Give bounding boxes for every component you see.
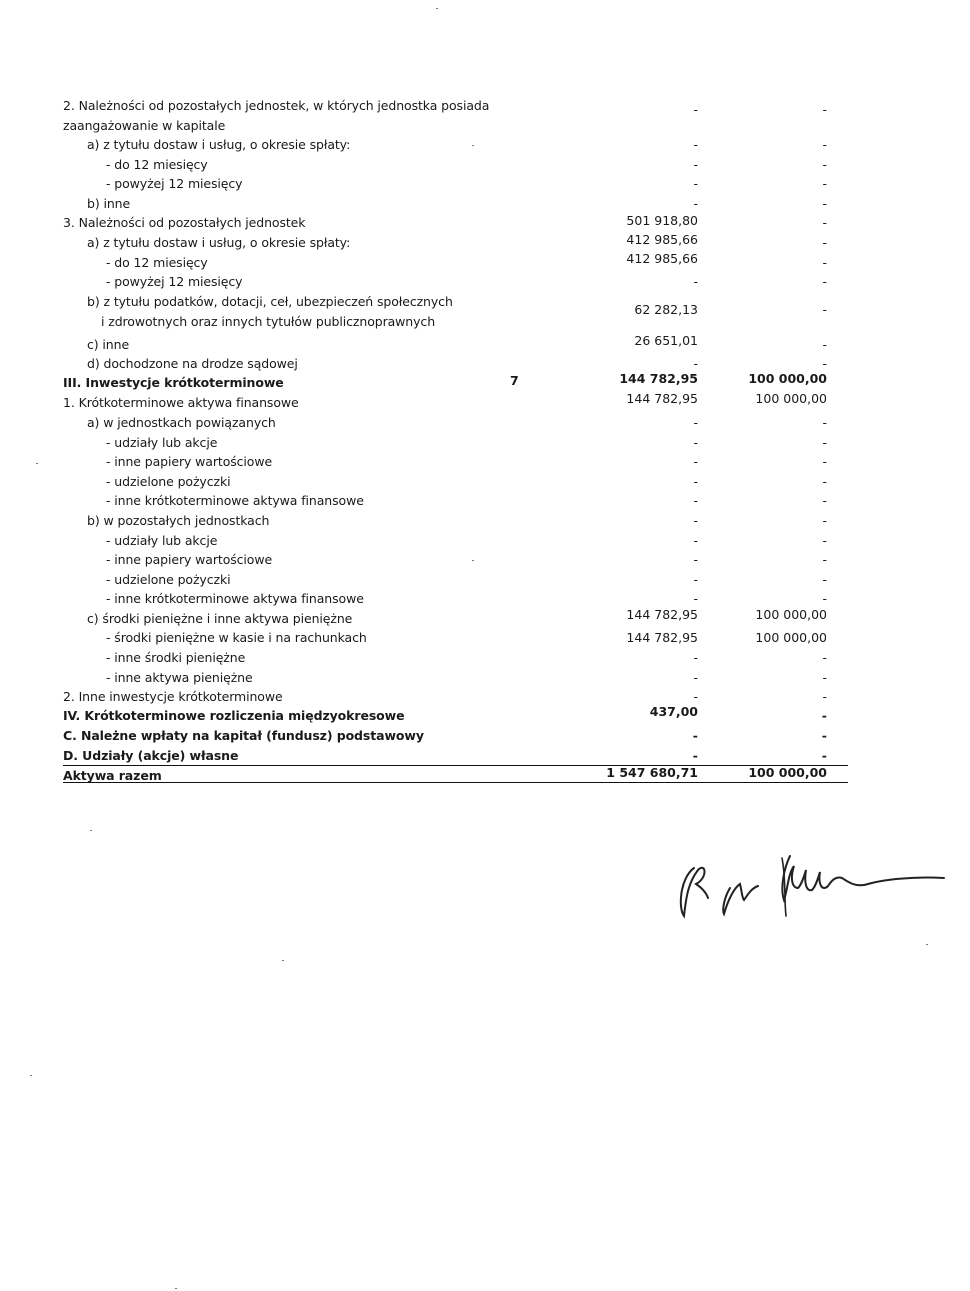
table-row (0, 251, 970, 275)
scan-speck (472, 145, 474, 146)
value-current-year: - (693, 552, 698, 567)
table-row (0, 728, 970, 748)
row-label: - powyżej 12 miesięcy (106, 176, 243, 191)
table-row (0, 607, 970, 631)
value-previous-year: - (822, 552, 827, 567)
table-row (0, 333, 970, 357)
scan-speck (30, 1075, 32, 1076)
table-row (0, 493, 970, 513)
table-row (0, 513, 970, 533)
value-current-year: 437,00 (649, 704, 698, 719)
value-current-year: 144 782,95 (626, 630, 698, 645)
value-current-year: 412 985,66 (626, 251, 698, 266)
value-current-year: 412 985,66 (626, 232, 698, 247)
row-label: - środki pieniężne w kasie i na rachunkach (106, 630, 367, 645)
value-current-year: 144 782,95 (619, 371, 698, 386)
row-label: 2. Należności od pozostałych jednostek, w których jednostka posiada (63, 98, 490, 113)
table-row (0, 274, 970, 294)
table-row (0, 232, 970, 255)
value-previous-year: 100 000,00 (755, 391, 827, 406)
value-current-year: - (693, 493, 698, 508)
table-row (0, 630, 970, 650)
row-label: - udziały lub akcje (106, 533, 218, 548)
value-current-year: - (693, 102, 698, 117)
value-current-year: 26 651,01 (634, 333, 698, 348)
value-current-year: - (693, 474, 698, 489)
value-previous-year: - (822, 650, 827, 665)
row-label: a) z tytułu dostaw i usług, o okresie spłaty: (87, 235, 351, 250)
value-current-year: - (693, 533, 698, 548)
table-row (0, 650, 970, 670)
value-current-year: - (693, 415, 698, 430)
row-label: - inne środki pieniężne (106, 650, 246, 665)
value-current-year: - (693, 513, 698, 528)
value-previous-year: - (822, 474, 827, 489)
value-previous-year: - (822, 415, 827, 430)
value-current-year: - (693, 689, 698, 704)
row-label: a) w jednostkach powiązanych (87, 415, 276, 430)
table-row (0, 391, 970, 415)
value-previous-year: - (822, 255, 827, 270)
row-label: c) środki pieniężne i inne aktywa pieniężne (87, 611, 353, 626)
scan-speck (472, 560, 474, 561)
table-row (0, 670, 970, 690)
row-label: - inne papiery wartościowe (106, 454, 273, 469)
value-current-year: 501 918,80 (626, 213, 698, 228)
scan-speck (175, 1288, 177, 1289)
value-previous-year: - (822, 454, 827, 469)
row-label: III. Inwestycje krótkoterminowe (63, 375, 284, 390)
value-previous-year: - (821, 728, 827, 743)
table-row (0, 314, 970, 334)
row-label: zaangażowanie w kapitale (63, 118, 226, 133)
row-label: 2. Inne inwestycje krótkoterminowe (63, 689, 283, 704)
value-current-year: - (693, 176, 698, 191)
row-label: - inne krótkoterminowe aktywa finansowe (106, 591, 364, 606)
scan-speck (436, 8, 438, 9)
value-previous-year: - (822, 102, 827, 117)
row-label: i zdrowotnych oraz innych tytułów publicznoprawnych (101, 314, 436, 329)
value-current-year: - (693, 157, 698, 172)
row-label: - udzielone pożyczki (106, 474, 231, 489)
row-label: a) z tytułu dostaw i usług, o okresie spłaty: (87, 137, 351, 152)
value-current-year: - (693, 572, 698, 587)
row-label: C. Należne wpłaty na kapitał (fundusz) podstawowy (63, 728, 424, 743)
handwritten-signature (672, 838, 952, 928)
total-row (0, 765, 970, 788)
value-previous-year: 100 000,00 (755, 630, 827, 645)
row-label: Aktywa razem (63, 768, 162, 783)
table-row (0, 474, 970, 494)
value-current-year: - (693, 274, 698, 289)
table-row (0, 98, 970, 118)
value-current-year: - (693, 137, 698, 152)
value-previous-year: - (822, 196, 827, 211)
value-previous-year: 100 000,00 (755, 607, 827, 622)
value-previous-year: - (822, 215, 827, 230)
row-label: - inne papiery wartościowe (106, 552, 273, 567)
row-label: - do 12 miesięcy (106, 255, 208, 270)
row-label: c) inne (87, 337, 130, 352)
row-label: D. Udziały (akcje) własne (63, 748, 239, 763)
value-previous-year: - (822, 533, 827, 548)
row-label: - udziały lub akcje (106, 435, 218, 450)
row-label: 1. Krótkoterminowe aktywa finansowe (63, 395, 299, 410)
row-label: b) w pozostałych jednostkach (87, 513, 270, 528)
value-previous-year: - (822, 356, 827, 371)
bottom-line (63, 782, 848, 783)
value-current-year: 144 782,95 (626, 607, 698, 622)
value-previous-year: - (822, 689, 827, 704)
table-row (0, 552, 970, 572)
scan-speck (36, 463, 38, 464)
value-current-year: - (692, 748, 698, 763)
table-row (0, 689, 970, 709)
row-label: - powyżej 12 miesięcy (106, 274, 243, 289)
table-row (0, 454, 970, 474)
value-previous-year: - (822, 235, 827, 250)
row-label: - inne aktywa pieniężne (106, 670, 253, 685)
value-current-year: - (693, 196, 698, 211)
value-previous-year: 100 000,00 (748, 371, 827, 386)
scan-speck (90, 830, 92, 831)
table-row (0, 533, 970, 553)
table-row (0, 196, 970, 216)
value-previous-year: - (821, 748, 827, 763)
scan-speck (282, 960, 284, 961)
value-previous-year: - (821, 708, 827, 723)
table-row (0, 704, 970, 728)
table-row (0, 415, 970, 435)
value-previous-year: - (822, 670, 827, 685)
table-row (0, 435, 970, 455)
value-current-year: - (693, 670, 698, 685)
row-label: b) z tytułu podatków, dotacji, ceł, ubezpieczeń społecznych (87, 294, 453, 309)
value-current-year: - (693, 356, 698, 371)
table-row (0, 137, 970, 157)
row-label: IV. Krótkoterminowe rozliczenia międzyokresowe (63, 708, 405, 723)
value-previous-year: - (822, 337, 827, 352)
scan-speck (926, 944, 928, 945)
value-current-year: - (693, 454, 698, 469)
value-current-year: - (693, 435, 698, 450)
value-previous-year: 100 000,00 (748, 765, 827, 780)
value-previous-year: - (822, 137, 827, 152)
value-previous-year: - (822, 157, 827, 172)
value-current-year: 62 282,13 (634, 302, 698, 317)
value-previous-year: - (822, 493, 827, 508)
table-row (0, 215, 970, 235)
value-previous-year: - (822, 274, 827, 289)
value-previous-year: - (822, 435, 827, 450)
value-current-year: 144 782,95 (626, 391, 698, 406)
row-label: - udzielone pożyczki (106, 572, 231, 587)
note-number: 7 (510, 373, 519, 388)
table-row (0, 176, 970, 196)
row-label: - inne krótkoterminowe aktywa finansowe (106, 493, 364, 508)
row-label: - do 12 miesięcy (106, 157, 208, 172)
value-previous-year: - (822, 302, 827, 317)
value-previous-year: - (822, 591, 827, 606)
value-current-year: - (693, 650, 698, 665)
row-label: 3. Należności od pozostałych jednostek (63, 215, 306, 230)
value-current-year: - (692, 728, 698, 743)
table-row (0, 118, 970, 138)
table-row (0, 157, 970, 177)
row-label: d) dochodzone na drodze sądowej (87, 356, 298, 371)
value-previous-year: - (822, 572, 827, 587)
table-row (0, 294, 970, 317)
table-row (0, 572, 970, 592)
value-previous-year: - (822, 176, 827, 191)
value-current-year: 1 547 680,71 (606, 765, 698, 780)
value-previous-year: - (822, 513, 827, 528)
value-current-year: - (693, 591, 698, 606)
total-separator-line (63, 765, 848, 766)
row-label: b) inne (87, 196, 131, 211)
